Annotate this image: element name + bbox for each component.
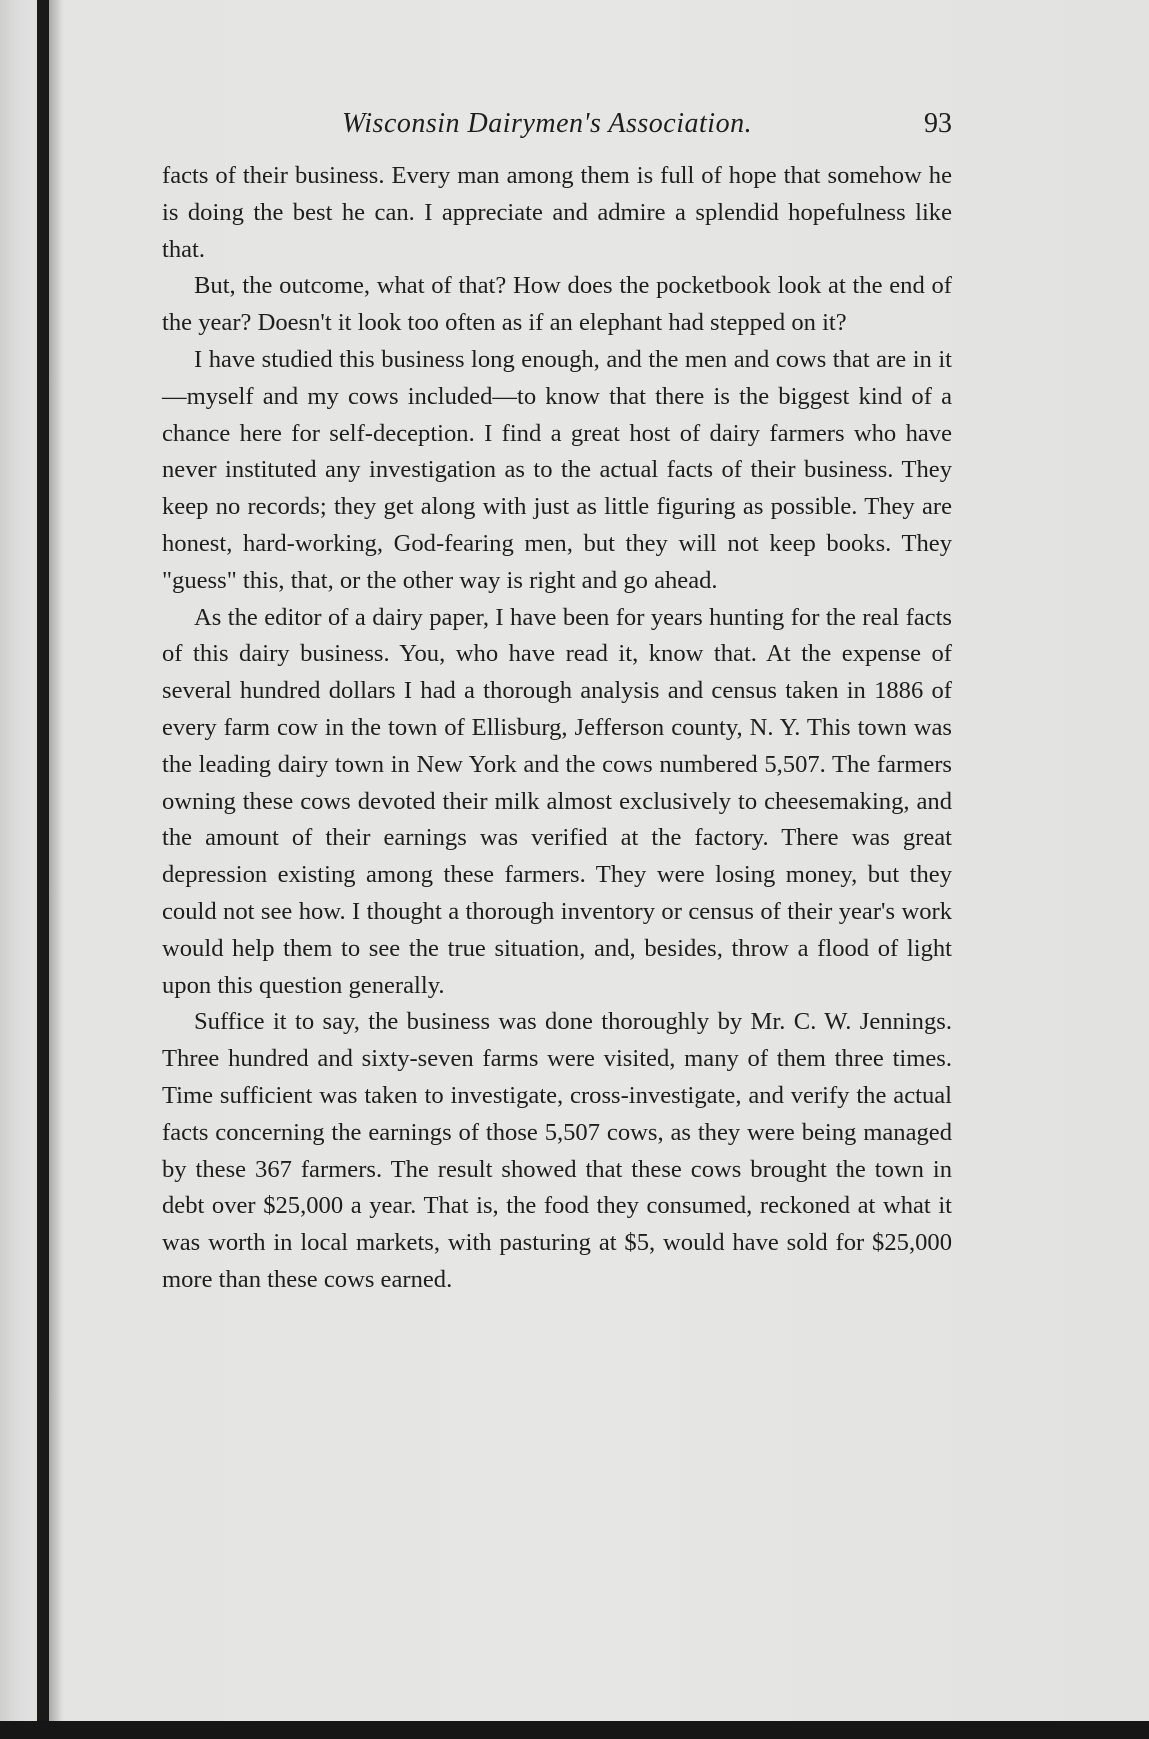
paragraph-continued: facts of their business. Every man among them is full of hope that somehow he is doing the best he can. I appreciate and admire a splendid hopefulness like that. <box>162 162 952 263</box>
page-number: 93 <box>924 108 952 139</box>
paragraph-ellisburg-census: As the editor of a dairy paper, I have been for years hunting for the real facts of this dairy business. You, who have read it, know that. At the expense of several hundred dollars I had a thorough analysis and census taken in 1886 of every farm cow in the town of Ellisburg, Jefferson county, N. Y. This town was the leading dairy town in New York and the cows numbered 5,507. The farmers owning these cows devoted their milk almost exclusively to cheesemaking, and the amount of their earnings was verified at the factory. There was great depression existing among these farmers. They were losing money, but they could not see how. I thought a thorough inventory or census of their year's work would help them to see the true situation, and, besides, throw a flood of light upon this question generally. <box>162 603 952 999</box>
book-binding-edge <box>37 0 49 1739</box>
running-title: Wisconsin Dairymen's Association. <box>342 108 753 139</box>
binding-shadow <box>49 0 63 1739</box>
page-header <box>162 108 952 148</box>
paragraph-self-deception: I have studied this business long enough, and the men and cows that are in it—myself and my cows included—to know that there is the biggest kind of a chance here for self-deception. I find a great host of dairy farmers who have never instituted any investigation as to the actual facts of their business. They keep no records; they get along with just as little figuring as possible. They are honest, hard-working, God-fearing men, but they will not keep books. They "guess" this, that, or the other way is right and go ahead. <box>162 345 952 594</box>
body-text <box>162 158 952 1299</box>
paragraph-census-result: Suffice it to say, the business was done thoroughly by Mr. C. W. Jennings. Three hundred and sixty-seven farms were visited, many of them three times. Time sufficient was taken to investigate, cross-investigate, and verify the actual facts concerning the earnings of those 5,507 cows, as they were being managed by these 367 farmers. The result showed that these cows brought the town in debt over $25,000 a year. That is, the food they consumed, reckoned at what it was worth in local markets, with pasturing at $5, would have sold for $25,000 more than these cows earned. <box>162 1008 952 1293</box>
page-bottom-edge <box>0 1721 1149 1739</box>
paragraph-outcome: But, the outcome, what of that? How does the pocketbook look at the end of the year? Doesn't it look too often as if an elephant had stepped on it? <box>162 272 952 337</box>
